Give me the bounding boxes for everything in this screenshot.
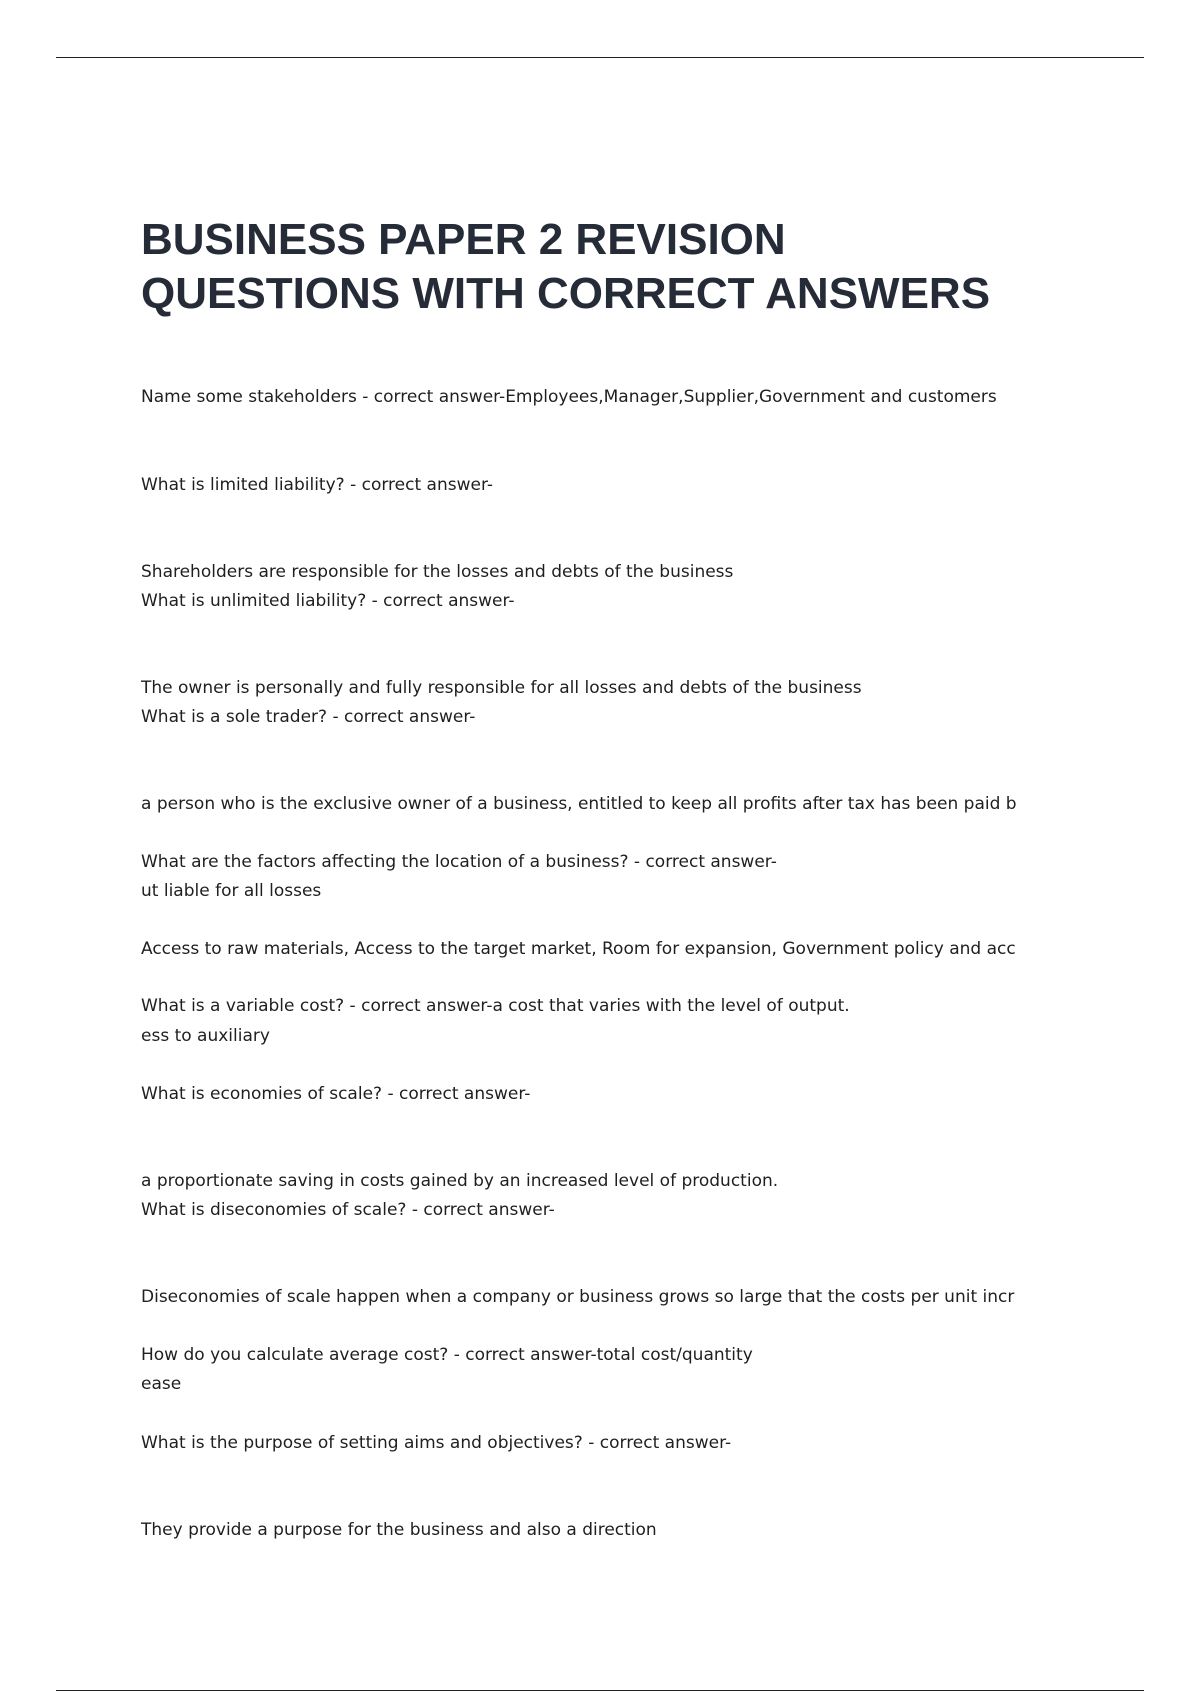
bottom-rule bbox=[56, 1690, 1144, 1691]
qa-question: What is the purpose of setting aims and objectives? - correct answer- bbox=[141, 1433, 732, 1453]
qa-answer: Shareholders are responsible for the losses and debts of the business bbox=[141, 562, 734, 582]
top-rule bbox=[56, 57, 1144, 58]
qa-item-aims-objectives bbox=[141, 1371, 1061, 1574]
qa-answer: a person who is the exclusive owner of a business, entitled to keep all profits after tax has been paid b bbox=[141, 794, 1017, 814]
qa-answer: The owner is personally and fully responsible for all losses and debts of the business bbox=[141, 678, 862, 698]
qa-question: What is a sole trader? - correct answer- bbox=[141, 707, 476, 727]
qa-answer: They provide a purpose for the business and also a direction bbox=[141, 1520, 657, 1540]
title-line-1: BUSINESS PAPER 2 REVISION bbox=[141, 215, 786, 264]
qa-line: How do you calculate average cost? - correct answer-total cost/quantity bbox=[141, 1345, 753, 1365]
qa-question: What is economies of scale? - correct answer- bbox=[141, 1084, 531, 1104]
document-title bbox=[141, 213, 1101, 321]
qa-question: What are the factors affecting the location of a business? - correct answer- bbox=[141, 852, 777, 872]
qa-answer: Access to raw materials, Access to the target market, Room for expansion, Government policy and acc bbox=[141, 939, 1016, 959]
qa-answer: Diseconomies of scale happen when a company or business grows so large that the costs per unit incr bbox=[141, 1287, 1015, 1307]
qa-line: What is a variable cost? - correct answer-a cost that varies with the level of output. bbox=[141, 996, 850, 1016]
qa-answer-cont: ease bbox=[141, 1374, 182, 1394]
qa-answer-cont: ess to auxiliary bbox=[141, 1026, 270, 1046]
title-line-2: QUESTIONS WITH CORRECT ANSWERS bbox=[141, 269, 991, 318]
qa-line: Name some stakeholders - correct answer-Employees,Manager,Supplier,Government and customers bbox=[141, 387, 997, 407]
qa-question: What is diseconomies of scale? - correct answer- bbox=[141, 1200, 555, 1220]
qa-answer-cont: ut liable for all losses bbox=[141, 881, 322, 901]
qa-answer: a proportionate saving in costs gained by an increased level of production. bbox=[141, 1171, 779, 1191]
qa-question: What is limited liability? - correct answer- bbox=[141, 475, 493, 495]
qa-question: What is unlimited liability? - correct answer- bbox=[141, 591, 515, 611]
